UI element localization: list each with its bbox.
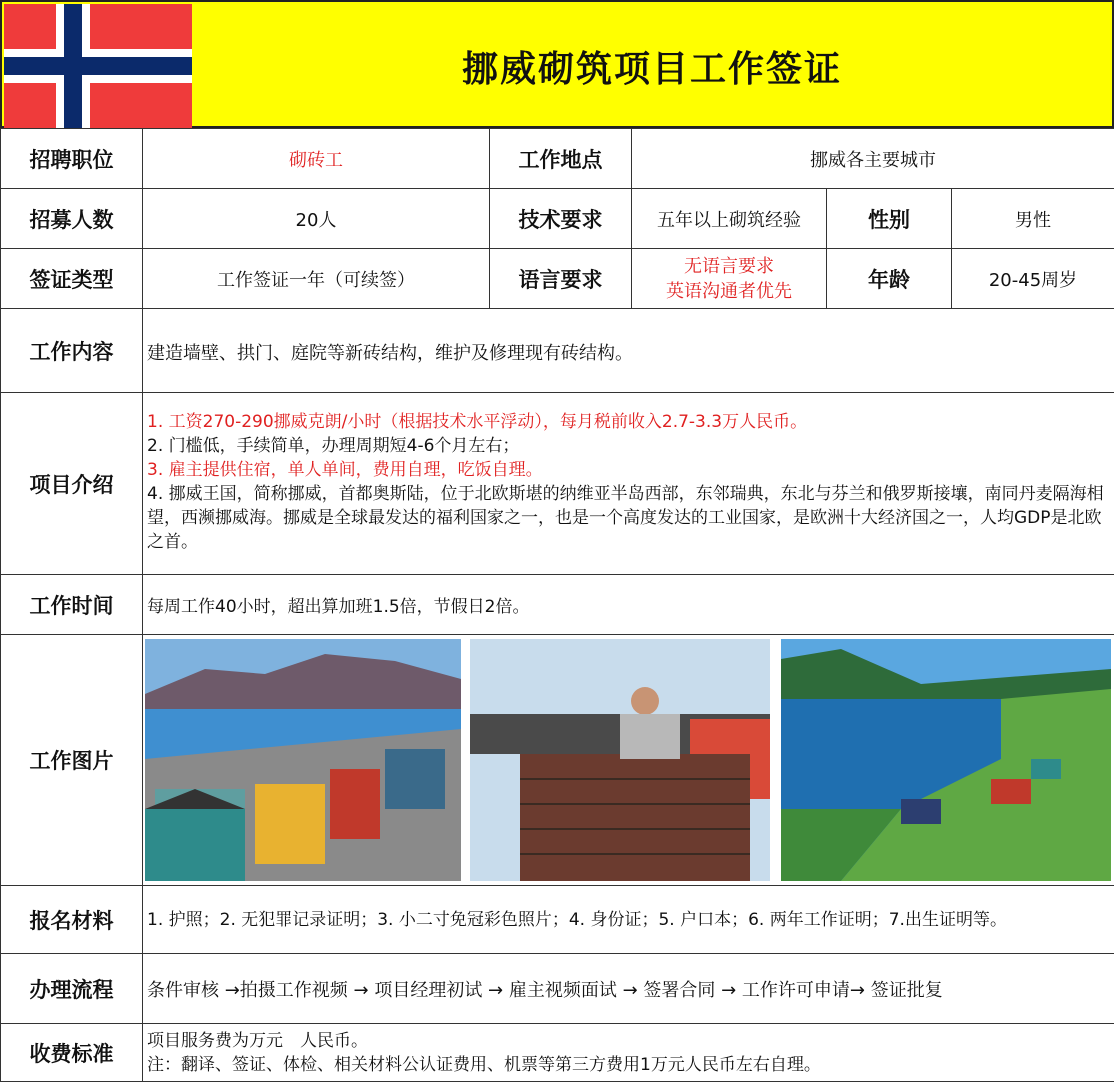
count-label: 招募人数 — [1, 189, 143, 249]
language-label: 语言要求 — [490, 249, 632, 309]
intro-content — [143, 393, 1114, 575]
intro-item-4: 4. 挪威王国，简称挪威，首都奥斯陆，位于北欧斯堪的纳维亚半岛西部，东邻瑞典，东北与芬兰和俄罗斯接壤，南同丹麦隔海相望，西濒挪威海。挪威是全球最发达的福利国家之一，也是一个高度发达的工业国家，是欧洲十大经济国之一，人均GDP是北欧之首。 — [147, 482, 1106, 554]
photos-label: 工作图片 — [1, 635, 143, 886]
table-row — [1, 309, 1114, 393]
header-banner — [0, 0, 1114, 128]
photo-gallery — [143, 635, 1114, 886]
position-label: 招聘职位 — [1, 129, 143, 189]
content-label: 工作内容 — [1, 309, 143, 393]
table-row — [1, 189, 1114, 249]
position-value: 砌砖工 — [143, 129, 490, 189]
language-value — [632, 249, 827, 309]
town-photo — [145, 639, 461, 881]
photo-strip — [145, 639, 1111, 881]
table-row — [1, 954, 1114, 1024]
table-row — [1, 1024, 1114, 1082]
table-row — [1, 575, 1114, 635]
skill-label: 技术要求 — [490, 189, 632, 249]
language-line-1: 无语言要求 — [632, 254, 826, 279]
table-row — [1, 393, 1114, 575]
gender-label: 性别 — [827, 189, 952, 249]
count-value: 20人 — [143, 189, 490, 249]
fee-line-1: 项目服务费为万元 人民币。 — [147, 1029, 1104, 1053]
table-row — [1, 635, 1114, 886]
age-label: 年龄 — [827, 249, 952, 309]
intro-label: 项目介绍 — [1, 393, 143, 575]
job-info-table — [0, 128, 1114, 1082]
fee-label: 收费标准 — [1, 1024, 143, 1082]
hours-label: 工作时间 — [1, 575, 143, 635]
bricklayer-photo — [470, 639, 770, 881]
materials-value: 1. 护照；2. 无犯罪记录证明；3. 小二寸免冠彩色照片；4. 身份证；5. 户口本；6. 两年工作证明；7.出生证明等。 — [143, 886, 1114, 954]
process-value: 条件审核 →拍摄工作视频 → 项目经理初试 → 雇主视频面试 → 签署合同 → 工作许可申请→ 签证批复 — [143, 954, 1114, 1024]
location-label: 工作地点 — [490, 129, 632, 189]
gender-value: 男性 — [952, 189, 1114, 249]
hours-value: 每周工作40小时，超出算加班1.5倍，节假日2倍。 — [143, 575, 1114, 635]
materials-label: 报名材料 — [1, 886, 143, 954]
visa-value: 工作签证一年（可续签） — [143, 249, 490, 309]
intro-item-1: 1. 工资270-290挪威克朗/小时（根据技术水平浮动），每月税前收入2.7-3.3万人民币。 — [147, 410, 1106, 434]
content-value: 建造墙壁、拱门、庭院等新砖结构，维护及修理现有砖结构。 — [143, 309, 1114, 393]
fee-content — [143, 1024, 1114, 1082]
table-row — [1, 129, 1114, 189]
skill-value: 五年以上砌筑经验 — [632, 189, 827, 249]
intro-item-2: 2. 门槛低，手续简单，办理周期短4-6个月左右； — [147, 434, 1106, 458]
location-value: 挪威各主要城市 — [632, 129, 1114, 189]
visa-label: 签证类型 — [1, 249, 143, 309]
intro-item-3: 3. 雇主提供住宿，单人单间，费用自理，吃饭自理。 — [147, 458, 1106, 482]
norway-flag-icon — [4, 4, 192, 128]
table-row — [1, 249, 1114, 309]
fjord-photo — [781, 639, 1111, 881]
age-value: 20-45周岁 — [952, 249, 1114, 309]
fee-line-2: 注：翻译、签证、体检、相关材料公认证费用、机票等第三方费用1万元人民币左右自理。 — [147, 1053, 1104, 1077]
page-title: 挪威砌筑项目工作签证 — [192, 2, 1112, 130]
table-row — [1, 886, 1114, 954]
language-line-2: 英语沟通者优先 — [632, 279, 826, 304]
process-label: 办理流程 — [1, 954, 143, 1024]
